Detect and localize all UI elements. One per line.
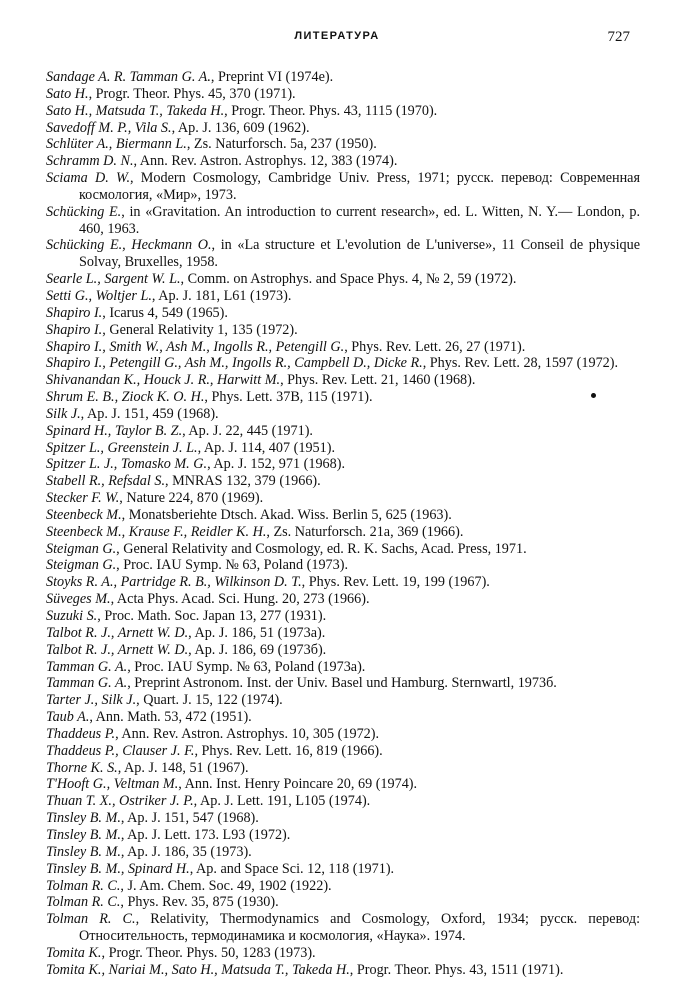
reference-citation: , Phys. Rev. Lett. 26, 27 (1971). (344, 338, 526, 355)
reference-entry (46, 69, 640, 86)
reference-citation: , General Relativity and Cosmology, ed. R. K. Sachs, Acad. Press, 1971. (116, 540, 527, 557)
reference-citation: , Proc. IAU Symp. № 63, Poland (1973). (116, 557, 349, 574)
reference-citation: , Progr. Theor. Phys. 45, 370 (1971). (88, 85, 296, 102)
reference-authors: Tolman R. C. (46, 877, 121, 894)
reference-entry (46, 659, 640, 676)
reference-citation: , Phys. Rev. Lett. 28, 1597 (1972). (422, 355, 619, 372)
reference-authors: Taub A. (46, 709, 90, 726)
reference-entry (46, 962, 640, 979)
reference-entry (46, 557, 640, 574)
reference-authors: Spinard H., Taylor B. Z. (46, 422, 183, 439)
reference-citation: , Quart. J. 15, 122 (1974). (136, 692, 283, 709)
reference-entry (46, 793, 640, 810)
reference-authors: Sato H. (46, 85, 89, 102)
reference-citation: , Preprint Astronom. Inst. der Univ. Basel und Hamburg. Sternwartl, 1973б. (127, 675, 557, 692)
reference-authors: Silk J. (46, 405, 81, 422)
reference-authors: Schücking E., Heckmann O. (46, 237, 212, 254)
reference-list (46, 69, 640, 979)
page-number: 727 (607, 29, 630, 45)
reference-authors: Talbot R. J., Arnett W. D. (46, 624, 189, 641)
reference-entry (46, 726, 640, 743)
reference-authors: Shapiro I., Petengill G., Ash M., Ingolls R., Campbell D., Dicke R. (46, 355, 423, 372)
reference-entry (46, 355, 640, 372)
reference-entry (46, 608, 640, 625)
reference-entry (46, 423, 640, 440)
reference-entry (46, 204, 640, 238)
reference-authors: Tarter J., Silk J. (46, 692, 137, 709)
reference-entry (46, 642, 640, 659)
reference-entry (46, 861, 640, 878)
reference-authors: Thorne K. S. (46, 759, 118, 776)
reference-citation: , Modern Cosmology, Cambridge Univ. Press, 1971; русск. перевод: Современная космология, «Мир», 1973. (79, 170, 640, 203)
reference-authors: Shrum E. B., Ziock K. O. H. (46, 389, 205, 406)
reference-citation: , Proc. IAU Symp. № 63, Poland (1973a). (127, 658, 366, 675)
reference-entry (46, 844, 640, 861)
reference-citation: , Ap. J. 148, 51 (1967). (117, 759, 249, 776)
reference-citation: , Ap. J. 186, 51 (1973a). (188, 624, 326, 641)
reference-citation: , Ap. J. 136, 609 (1962). (171, 119, 310, 136)
reference-citation: , Phys. Rev. 35, 875 (1930). (120, 894, 279, 911)
reference-authors: Tinsley B. M. (46, 810, 121, 827)
reference-authors: Steenbeck M. (46, 506, 122, 523)
reference-entry (46, 743, 640, 760)
reference-authors: Steigman G. (46, 557, 117, 574)
reference-citation: , Preprint VI (1974e). (210, 69, 334, 85)
reference-entry (46, 625, 640, 642)
running-title: ЛИТЕРАТУРА (294, 30, 380, 42)
reference-authors: Thaddeus P. (46, 725, 116, 742)
reference-citation: , Ap. J. 186, 35 (1973). (120, 843, 252, 860)
reference-citation: , Phys. Rev. Lett. 19, 199 (1967). (301, 574, 490, 591)
reference-citation: , in «Gravitation. An introduction to current research», ed. L. Witten, N. Y.— London, p. 460, 1963. (79, 203, 641, 237)
reference-citation: , Ann. Rev. Astron. Astrophys. 12, 383 (1974). (133, 153, 398, 170)
reference-entry (46, 810, 640, 827)
reference-entry (46, 237, 640, 271)
reference-citation: , Acta Phys. Acad. Sci. Hung. 20, 273 (1966). (110, 591, 370, 608)
reference-citation: , Ann. Math. 53, 472 (1951). (89, 709, 252, 726)
reference-citation: , Monatsberiehte Dtsch. Akad. Wiss. Berlin 5, 625 (1963). (121, 506, 452, 523)
reference-authors: Tamman G. A. (46, 675, 128, 692)
reference-citation: , Phys. Lett. 37B, 115 (1971). (204, 389, 373, 406)
reference-citation: , Phys. Rev. Lett. 21, 1460 (1968). (280, 372, 476, 389)
reference-authors: Steenbeck M., Krause F., Reidler K. H. (46, 523, 267, 540)
reference-citation: , Ann. Rev. Astron. Astrophys. 10, 305 (1972). (115, 725, 380, 742)
reference-citation: , Icarus 4, 549 (1965). (102, 304, 228, 321)
reference-entry (46, 288, 640, 305)
reference-citation: , Ap. J. 22, 445 (1971). (182, 422, 313, 439)
reference-authors: Steigman G. (46, 540, 117, 557)
reference-citation: , Ap. J. 181, L61 (1973). (151, 287, 292, 304)
reference-entry (46, 894, 640, 911)
reference-entry (46, 440, 640, 457)
reference-citation: , Ap. J. 152, 971 (1968). (207, 456, 346, 473)
reference-citation: , Ann. Inst. Henry Poincare 20, 69 (1974). (178, 776, 418, 793)
reference-entry (46, 776, 640, 793)
reference-citation: , Relativity, Thermodynamics and Cosmology, Oxford, 1934; русск. перевод: Относительность, термодинамика и космология, «Наука». 1974. (79, 911, 641, 945)
reference-citation: , Ap. J. Lett. 191, L105 (1974). (193, 793, 371, 810)
reference-entry (46, 574, 640, 591)
reference-authors: Savedoff M. P., Vila S. (46, 119, 172, 136)
reference-citation: , Ap. J. 151, 547 (1968). (120, 810, 259, 827)
reference-authors: Tolman R. C. (46, 894, 121, 911)
reference-authors: Searle L., Sargent W. L. (46, 271, 181, 288)
reference-authors: Stabell R., Refsdal S. (46, 473, 166, 490)
reference-authors: Shapiro I., Smith W., Ash M., Ingolls R., Petengill G. (46, 338, 345, 355)
reference-entry (46, 120, 640, 137)
reference-authors: T'Hooft G., Veltman M. (46, 776, 179, 793)
reference-entry (46, 170, 640, 204)
reference-citation: , Ap. and Space Sci. 12, 118 (1971). (189, 860, 395, 877)
reference-entry (46, 911, 640, 945)
reference-authors: Thaddeus P., Clauser J. F. (46, 742, 195, 759)
reference-citation: , Ap. J. 151, 459 (1968). (80, 405, 219, 422)
reference-authors: Spitzer L., Greenstein J. L. (46, 439, 198, 456)
reference-authors: Suzuki S. (46, 608, 98, 624)
reference-entry (46, 473, 640, 490)
reference-authors: Shivanandan K., Houck J. R., Harwitt M. (46, 372, 281, 389)
reference-authors: Setti G., Woltjer L. (46, 287, 152, 304)
reference-authors: Tinsley B. M., Spinard H. (46, 860, 190, 877)
reference-authors: Shapiro I. (46, 304, 103, 321)
reference-entry (46, 709, 640, 726)
reference-entry (46, 456, 640, 473)
reference-authors: Thuan T. X., Ostriker J. P. (46, 793, 194, 810)
reference-authors: Stoyks R. A., Partridge R. B., Wilkinson D. T. (46, 574, 302, 591)
reference-citation: , Phys. Rev. Lett. 16, 819 (1966). (194, 742, 383, 759)
reference-entry (46, 591, 640, 608)
reference-citation: , in «La structure et L'evolution de L'universe», 11 Conseil de physique Solvay, Bruxelles, 1958. (79, 237, 640, 271)
reference-citation: , Progr. Theor. Phys. 43, 1115 (1970). (224, 102, 438, 119)
reference-authors: Stecker F. W. (46, 490, 120, 507)
reference-citation: , Nature 224, 870 (1969). (119, 490, 264, 507)
reference-authors: Schlüter A., Biermann L. (46, 136, 187, 153)
reference-citation: , Comm. on Astrophys. and Space Phys. 4, № 2, 59 (1972). (180, 271, 517, 288)
reference-authors: Tinsley B. M. (46, 826, 121, 843)
reference-entry (46, 524, 640, 541)
reference-entry (46, 406, 640, 423)
page-header (0, 30, 674, 54)
reference-authors: Tamman G. A. (46, 658, 128, 675)
reference-citation: , Ap. J. 114, 407 (1951). (197, 439, 335, 456)
reference-entry (46, 372, 640, 389)
reference-entry (46, 507, 640, 524)
reference-authors: Sciama D. W. (46, 170, 131, 187)
reference-entry (46, 827, 640, 844)
reference-citation: , Progr. Theor. Phys. 43, 1511 (1971). (349, 961, 564, 978)
reference-authors: Shapiro I. (46, 321, 103, 338)
reference-entry (46, 675, 640, 692)
reference-citation: , J. Am. Chem. Soc. 49, 1902 (1922). (120, 877, 332, 894)
reference-authors: Tolman R. C. (46, 911, 136, 928)
reference-entry (46, 153, 640, 170)
reference-authors: Tomita K., Nariai M., Sato H., Matsuda T., Takeda H. (46, 961, 350, 978)
reference-authors: Tinsley B. M. (46, 843, 121, 860)
reference-entry (46, 389, 640, 406)
reference-authors: Talbot R. J., Arnett W. D. (46, 641, 189, 658)
reference-entry (46, 305, 640, 322)
reference-authors: Schücking E. (46, 203, 122, 220)
reference-citation: , MNRAS 132, 379 (1966). (165, 473, 321, 490)
reference-authors: Süveges M. (46, 591, 111, 608)
reference-entry (46, 322, 640, 339)
reference-citation: , Proc. Math. Soc. Japan 13, 277 (1931). (97, 608, 327, 624)
reference-entry (46, 103, 640, 120)
reference-citation: , Ap. J. Lett. 173. L93 (1972). (120, 826, 291, 843)
reference-citation: , Progr. Theor. Phys. 50, 1283 (1973). (101, 944, 316, 961)
reference-entry (46, 541, 640, 558)
reference-entry (46, 692, 640, 709)
reference-entry (46, 136, 640, 153)
reference-entry (46, 945, 640, 962)
reference-authors: Sandage A. R. Tamman G. A. (46, 69, 211, 85)
reference-citation: , Ap. J. 186, 69 (1973б). (188, 641, 327, 658)
reference-entry (46, 86, 640, 103)
reference-citation: , Zs. Naturforsch. 21a, 369 (1966). (266, 523, 464, 540)
reference-entry (46, 490, 640, 507)
reference-authors: Tomita K. (46, 944, 102, 961)
reference-citation: , Zs. Naturforsch. 5a, 237 (1950). (186, 136, 377, 153)
reference-entry (46, 271, 640, 288)
reference-authors: Schramm D. N. (46, 153, 134, 170)
reference-entry (46, 339, 640, 356)
reference-authors: Sato H., Matsuda T., Takeda H. (46, 102, 225, 119)
reference-entry (46, 760, 640, 777)
stray-dot-mark (591, 393, 596, 398)
reference-authors: Spitzer L. J., Tomasko M. G. (46, 456, 208, 473)
reference-entry (46, 878, 640, 895)
reference-citation: , General Relativity 1, 135 (1972). (102, 321, 298, 338)
